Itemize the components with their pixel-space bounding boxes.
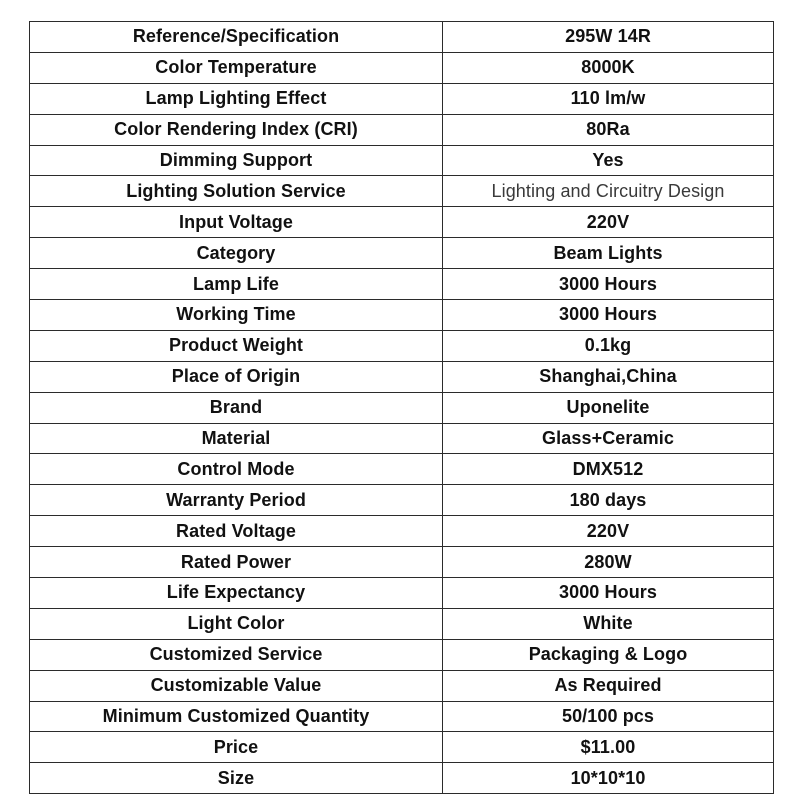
- table-row: [30, 238, 774, 269]
- spec-label: Brand: [30, 392, 443, 423]
- spec-label: Color Rendering Index (CRI): [30, 114, 443, 145]
- spec-label: Customizable Value: [30, 670, 443, 701]
- table-row: [30, 547, 774, 578]
- spec-value: Uponelite: [443, 392, 774, 423]
- table-row: [30, 300, 774, 331]
- table-row: [30, 269, 774, 300]
- spec-label: Rated Voltage: [30, 516, 443, 547]
- spec-value: 3000 Hours: [443, 269, 774, 300]
- table-row: [30, 763, 774, 794]
- spec-label: Size: [30, 763, 443, 794]
- table-row: [30, 701, 774, 732]
- spec-value: White: [443, 608, 774, 639]
- table-row: [30, 176, 774, 207]
- spec-label: Category: [30, 238, 443, 269]
- spec-label: Dimming Support: [30, 145, 443, 176]
- table-row: [30, 83, 774, 114]
- spec-value: 8000K: [443, 52, 774, 83]
- spec-value: Lighting and Circuitry Design: [443, 176, 774, 207]
- spec-label: Color Temperature: [30, 52, 443, 83]
- spec-value: 0.1kg: [443, 330, 774, 361]
- table-row: [30, 454, 774, 485]
- spec-label: Life Expectancy: [30, 578, 443, 609]
- spec-value: 180 days: [443, 485, 774, 516]
- spec-value: 295W 14R: [443, 22, 774, 53]
- spec-label: Product Weight: [30, 330, 443, 361]
- spec-value: Glass+Ceramic: [443, 423, 774, 454]
- table-row: [30, 670, 774, 701]
- table-row: [30, 423, 774, 454]
- spec-table: [29, 21, 774, 794]
- spec-value: Packaging & Logo: [443, 639, 774, 670]
- spec-label: Reference/Specification: [30, 22, 443, 53]
- spec-value: DMX512: [443, 454, 774, 485]
- spec-label: Lamp Lighting Effect: [30, 83, 443, 114]
- spec-value: 220V: [443, 516, 774, 547]
- table-row: [30, 485, 774, 516]
- table-row: [30, 330, 774, 361]
- table-row: [30, 732, 774, 763]
- spec-label: Rated Power: [30, 547, 443, 578]
- table-row: [30, 22, 774, 53]
- table-row: [30, 207, 774, 238]
- spec-label: Minimum Customized Quantity: [30, 701, 443, 732]
- table-row: [30, 145, 774, 176]
- table-row: [30, 608, 774, 639]
- table-row: [30, 114, 774, 145]
- spec-label: Lamp Life: [30, 269, 443, 300]
- spec-label: Control Mode: [30, 454, 443, 485]
- spec-label: Material: [30, 423, 443, 454]
- spec-label: Customized Service: [30, 639, 443, 670]
- spec-value: 50/100 pcs: [443, 701, 774, 732]
- table-row: [30, 578, 774, 609]
- spec-value: 280W: [443, 547, 774, 578]
- spec-label: Price: [30, 732, 443, 763]
- spec-label: Light Color: [30, 608, 443, 639]
- spec-value: 110 lm/w: [443, 83, 774, 114]
- spec-label: Warranty Period: [30, 485, 443, 516]
- spec-table-body: [30, 22, 774, 794]
- spec-label: Working Time: [30, 300, 443, 331]
- spec-value: $11.00: [443, 732, 774, 763]
- spec-label: Lighting Solution Service: [30, 176, 443, 207]
- spec-value: 220V: [443, 207, 774, 238]
- table-row: [30, 52, 774, 83]
- spec-value: 3000 Hours: [443, 300, 774, 331]
- spec-value: 10*10*10: [443, 763, 774, 794]
- spec-label: Place of Origin: [30, 361, 443, 392]
- table-row: [30, 639, 774, 670]
- table-row: [30, 392, 774, 423]
- spec-value: As Required: [443, 670, 774, 701]
- spec-value: Yes: [443, 145, 774, 176]
- spec-value: 3000 Hours: [443, 578, 774, 609]
- table-row: [30, 361, 774, 392]
- spec-value: Shanghai,China: [443, 361, 774, 392]
- table-row: [30, 516, 774, 547]
- spec-value: Beam Lights: [443, 238, 774, 269]
- spec-value: 80Ra: [443, 114, 774, 145]
- spec-label: Input Voltage: [30, 207, 443, 238]
